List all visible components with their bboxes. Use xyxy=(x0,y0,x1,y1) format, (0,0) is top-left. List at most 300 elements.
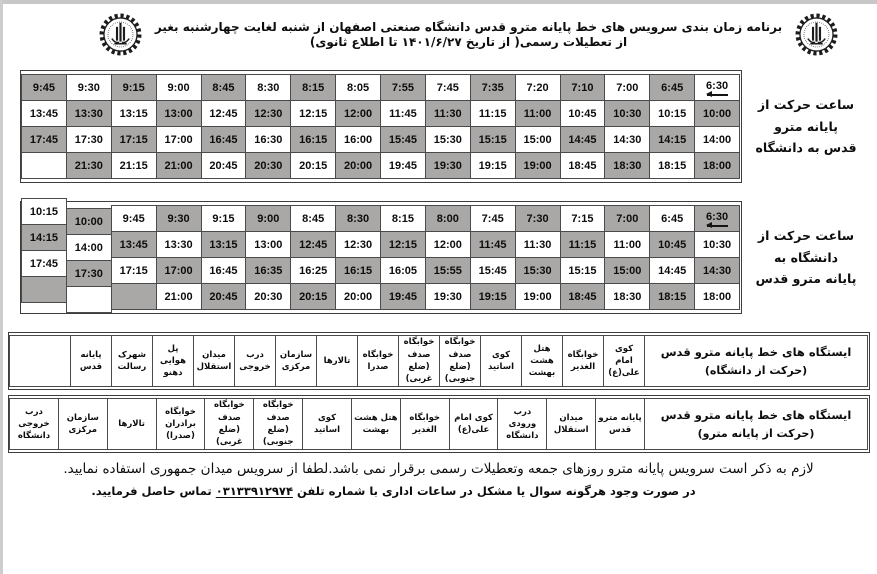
station-table-header-line: ایستگاه های خط پایانه مترو قدس xyxy=(660,408,852,422)
scan-edge-top xyxy=(0,0,877,4)
departure-time-cell xyxy=(649,100,695,127)
departure-time-cell xyxy=(111,152,157,179)
departure-time-cell xyxy=(649,152,695,179)
departure-time-cell xyxy=(560,100,606,127)
station-cell: تالارها xyxy=(107,398,157,450)
station-cell: شهرک رسالت xyxy=(111,335,153,387)
departure-time: 8:30 xyxy=(257,81,280,94)
departure-time: 20:30 xyxy=(254,159,283,172)
departure-time-cell xyxy=(66,126,112,153)
departure-time-cell xyxy=(111,74,157,101)
station-cell: خوابگاه صدرا xyxy=(357,335,399,387)
time-row xyxy=(22,127,740,153)
departure-time: 7:00 xyxy=(616,212,639,225)
departure-time: 14:15 xyxy=(658,133,687,146)
departure-time: 6:45 xyxy=(661,212,684,225)
departure-time: 10:15 xyxy=(658,107,687,120)
departure-time-cell xyxy=(694,257,740,284)
departure-time: 7:35 xyxy=(481,81,504,94)
departure-time-cell xyxy=(694,283,740,310)
departure-time: 12:00 xyxy=(433,238,462,251)
departure-time-cell xyxy=(21,224,67,251)
departure-time: 14:15 xyxy=(29,231,58,244)
departure-time: 9:00 xyxy=(257,212,280,225)
departure-time: 19:00 xyxy=(523,290,552,303)
departure-time-cell xyxy=(515,231,561,258)
departure-time-cell xyxy=(604,205,650,232)
departure-time-cell xyxy=(66,74,112,101)
departure-time: 21:15 xyxy=(119,159,148,172)
departure-time: 15:45 xyxy=(478,264,507,277)
departure-time-cell xyxy=(649,126,695,153)
departure-time: 11:00 xyxy=(613,238,642,251)
departure-time-cell xyxy=(649,205,695,232)
departure-time-cell xyxy=(66,152,112,179)
departure-time: 16:00 xyxy=(343,133,373,146)
station-cell: کوی امام علی(ع) xyxy=(449,398,499,450)
departure-time-cell xyxy=(335,126,381,153)
departure-time: 16:35 xyxy=(254,264,283,277)
timetable-metro-to-university xyxy=(20,70,870,183)
timetable-university-to-metro xyxy=(20,201,870,314)
departure-time: 17:15 xyxy=(119,133,148,146)
station-cell: درب خروجی دانشگاه xyxy=(9,398,59,450)
departure-time-cell xyxy=(604,283,650,310)
departure-time: 17:30 xyxy=(74,133,103,146)
departure-time-cell xyxy=(290,74,336,101)
departure-time-cell xyxy=(66,208,112,235)
station-list-from-metro xyxy=(8,395,870,453)
departure-time-cell xyxy=(335,152,381,179)
departure-time-cell xyxy=(560,205,606,232)
departure-time: 21:00 xyxy=(164,290,193,303)
departure-time: 16:45 xyxy=(209,133,238,146)
departure-time-cell xyxy=(201,205,247,232)
departure-time-cell xyxy=(245,74,291,101)
departure-time: 8:05 xyxy=(347,81,370,94)
departure-time: 7:15 xyxy=(571,212,594,225)
departure-time-cell xyxy=(425,257,471,284)
departure-time-cell xyxy=(111,100,157,127)
departure-time: 10:15 xyxy=(29,205,58,218)
departure-time: 19:30 xyxy=(433,290,462,303)
departure-time-cell xyxy=(156,126,202,153)
departure-time: 10:00 xyxy=(74,215,103,228)
departure-time: 8:15 xyxy=(302,81,325,94)
time-row xyxy=(22,258,740,284)
departure-time: 6:45 xyxy=(661,81,684,94)
departure-time: 18:15 xyxy=(658,290,687,303)
empty-cell xyxy=(9,335,71,387)
departure-time: 8:30 xyxy=(347,212,370,225)
departure-time-cell xyxy=(66,234,112,261)
departure-time-cell xyxy=(694,231,740,258)
departure-time: 16:05 xyxy=(388,264,417,277)
university-seal-icon xyxy=(794,12,839,57)
station-cell: میدان استقلال xyxy=(193,335,235,387)
timetable-label xyxy=(742,201,870,314)
departure-time-cell xyxy=(560,74,606,101)
departure-time: 12:15 xyxy=(388,238,417,251)
departure-time: 13:30 xyxy=(164,238,193,251)
departure-time: 6:30 xyxy=(706,79,729,92)
departure-time: 9:15 xyxy=(122,81,145,94)
departure-time: 19:15 xyxy=(478,159,507,172)
departure-time: 9:30 xyxy=(167,212,190,225)
departure-time: 15:00 xyxy=(523,133,552,146)
departure-time: 13:30 xyxy=(74,107,103,120)
departure-time: 9:45 xyxy=(32,81,55,94)
departure-time: 13:15 xyxy=(119,107,148,120)
departure-time-cell xyxy=(425,283,471,310)
departure-time: 14:45 xyxy=(658,264,687,277)
departure-time: 17:30 xyxy=(74,267,103,280)
departure-time: 8:45 xyxy=(302,212,325,225)
departure-time-cell xyxy=(201,152,247,179)
departure-time: 11:15 xyxy=(568,238,597,251)
departure-time-cell xyxy=(604,74,650,101)
departure-time-cell xyxy=(649,231,695,258)
departure-time: 10:30 xyxy=(702,238,732,251)
departure-time-cell xyxy=(156,100,202,127)
departure-time: 7:20 xyxy=(526,81,549,94)
departure-time-cell xyxy=(290,126,336,153)
station-cell: میدان استقلال xyxy=(546,398,596,450)
departure-time-cell xyxy=(380,283,426,310)
departure-time-cell xyxy=(380,205,426,232)
departure-time-cell xyxy=(470,74,516,101)
departure-time: 21:00 xyxy=(164,159,193,172)
departure-time-cell xyxy=(21,74,67,101)
departure-time: 15:00 xyxy=(613,264,642,277)
departure-time: 15:15 xyxy=(568,264,597,277)
station-cell: پایانه قدس xyxy=(70,335,112,387)
departure-time: 11:45 xyxy=(478,238,507,251)
footer-note-contact xyxy=(0,484,787,498)
departure-time-cell xyxy=(335,283,381,310)
departure-time: 18:00 xyxy=(702,159,732,172)
departure-time-cell xyxy=(335,205,381,232)
departure-time-cell xyxy=(694,205,740,232)
contact-text-suffix: تماس حاصل فرمایید. xyxy=(91,484,216,498)
departure-time: 15:30 xyxy=(523,264,552,277)
departure-time: 8:15 xyxy=(391,212,414,225)
departure-time: 20:15 xyxy=(299,290,328,303)
departure-time: 11:00 xyxy=(523,107,552,120)
departure-time-cell xyxy=(21,198,67,225)
departure-time-cell xyxy=(335,100,381,127)
departure-time-cell xyxy=(649,257,695,284)
departure-time-cell xyxy=(21,250,67,277)
station-cell: سازمان مرکزی xyxy=(275,335,317,387)
departure-time: 8:45 xyxy=(212,81,235,94)
departure-time: 11:15 xyxy=(478,107,507,120)
departure-time: 14:30 xyxy=(613,133,642,146)
departure-time-cell xyxy=(425,126,471,153)
departure-time: 16:30 xyxy=(254,133,283,146)
departure-time: 7:55 xyxy=(391,81,414,94)
departure-time: 19:30 xyxy=(433,159,462,172)
station-cell: کوی امام علی(ع) xyxy=(603,335,645,387)
departure-time: 14:00 xyxy=(702,133,732,146)
page-title: برنامه زمان بندی سرویس های خط پایانه مترو قدس دانشگاه صنعتی اصفهان از شنبه لغایت چهارشنبه بغیر از تعطیلات رسمی( از تاریخ ۱۴۰۱/۶/۲۷ تا اطلاع ثانوی) xyxy=(154,19,783,49)
departure-time: 19:00 xyxy=(523,159,552,172)
departure-time-cell xyxy=(111,126,157,153)
departure-time-cell xyxy=(470,283,516,310)
departure-time: 20:00 xyxy=(343,290,373,303)
departure-time-cell xyxy=(156,205,202,232)
departure-time: 11:45 xyxy=(389,107,417,120)
departure-time: 9:30 xyxy=(77,81,100,94)
station-table-header-line: (حرکت از پایانه مترو) xyxy=(697,427,815,440)
departure-time-cell xyxy=(470,257,516,284)
departure-time-cell xyxy=(604,100,650,127)
departure-time-cell xyxy=(515,126,561,153)
departure-time-cell xyxy=(425,100,471,127)
station-cell: خوابگاه الغدیر xyxy=(400,398,450,450)
departure-time-cell xyxy=(290,283,336,310)
empty-cell xyxy=(66,286,112,313)
departure-time: 19:45 xyxy=(388,159,417,172)
station-cell: سازمان مرکزی xyxy=(58,398,108,450)
timetable-label-line: قدس به دانشگاه xyxy=(755,140,857,156)
time-row xyxy=(22,74,740,101)
departure-time: 14:00 xyxy=(74,241,103,254)
departure-time-cell xyxy=(245,283,291,310)
departure-time: 7:45 xyxy=(481,212,504,225)
departure-time-cell xyxy=(66,260,112,287)
left-arrow-icon xyxy=(707,225,728,227)
departure-time: 7:30 xyxy=(526,212,549,225)
time-row xyxy=(22,284,740,310)
departure-time: 7:00 xyxy=(616,81,639,94)
timetable-label xyxy=(742,70,870,183)
departure-time: 10:30 xyxy=(613,107,642,120)
departure-time: 18:00 xyxy=(702,290,732,303)
departure-time-cell xyxy=(201,283,247,310)
departure-time: 8:00 xyxy=(436,212,459,225)
empty-cell xyxy=(21,276,67,303)
departure-time: 18:30 xyxy=(613,290,642,303)
departure-time-cell xyxy=(201,74,247,101)
left-arrow-icon xyxy=(707,94,728,96)
departure-time-cell xyxy=(21,100,67,127)
departure-time-cell xyxy=(515,257,561,284)
departure-time-cell xyxy=(604,231,650,258)
departure-time-cell xyxy=(156,152,202,179)
departure-time: 18:45 xyxy=(568,290,597,303)
time-row xyxy=(22,101,740,127)
departure-time: 15:30 xyxy=(433,133,462,146)
station-table-header-line: (حرکت از دانشگاه) xyxy=(704,364,808,377)
departure-time-cell xyxy=(245,152,291,179)
document-header xyxy=(0,0,877,57)
departure-time: 18:30 xyxy=(613,159,642,172)
departure-time-cell xyxy=(470,205,516,232)
departure-time-cell xyxy=(560,283,606,310)
departure-time: 18:45 xyxy=(568,159,597,172)
departure-time: 15:45 xyxy=(388,133,417,146)
departure-time-cell xyxy=(425,74,471,101)
departure-time: 20:45 xyxy=(209,159,238,172)
departure-time-cell xyxy=(66,100,112,127)
station-cell: خوابگاه صدف (ضلع جنوبی) xyxy=(439,335,481,387)
station-cell: درب ورودی دانشگاه xyxy=(497,398,547,450)
departure-time: 6:30 xyxy=(706,210,729,223)
timetable-label-line: ساعت حرکت از پایانه مترو xyxy=(757,96,855,134)
departure-time-cell xyxy=(470,100,516,127)
station-cell: تالارها xyxy=(316,335,358,387)
station-table-header xyxy=(644,335,868,387)
departure-time: 10:00 xyxy=(702,107,732,120)
station-list-from-university xyxy=(8,332,870,390)
departure-time: 12:15 xyxy=(299,107,328,120)
departure-time-cell xyxy=(245,205,291,232)
timetable-label-line: ساعت حرکت از دانشگاه به xyxy=(757,227,855,265)
station-cell: هتل هشت بهشت xyxy=(351,398,401,450)
footer-note-service-days: لازم به ذکر است سرویس پایانه مترو روزهای جمعه وتعطیلات رسمی برقرار نمی باشد.لطفا از سرویس میدان جمهوری استفاده نمایید. xyxy=(63,461,814,477)
departure-time: 10:45 xyxy=(568,107,597,120)
station-cell: کوی اساتید xyxy=(480,335,522,387)
departure-time: 7:10 xyxy=(571,81,594,94)
time-grid xyxy=(22,74,740,179)
departure-time-cell xyxy=(335,257,381,284)
departure-time: 16:45 xyxy=(209,264,238,277)
departure-time-cell xyxy=(649,283,695,310)
departure-time-cell xyxy=(111,257,157,284)
departure-time-cell xyxy=(470,152,516,179)
time-grid xyxy=(22,205,740,310)
departure-time: 9:45 xyxy=(122,212,145,225)
departure-time-cell xyxy=(201,231,247,258)
departure-time-cell xyxy=(560,231,606,258)
departure-time-cell xyxy=(515,205,561,232)
departure-time-cell xyxy=(694,74,740,101)
time-row xyxy=(22,205,740,232)
departure-time-cell xyxy=(335,231,381,258)
departure-time: 15:55 xyxy=(433,264,462,277)
departure-time-cell xyxy=(425,152,471,179)
departure-time-cell xyxy=(380,231,426,258)
departure-time: 12:00 xyxy=(343,107,373,120)
departure-time-cell xyxy=(156,74,202,101)
departure-time-cell xyxy=(515,283,561,310)
departure-time-cell xyxy=(201,126,247,153)
departure-time: 9:00 xyxy=(167,81,190,94)
departure-time: 14:30 xyxy=(702,264,732,277)
station-cell: خوابگاه صدف (ضلع غربی) xyxy=(204,398,254,450)
station-cell: خوابگاه صدف (ضلع غربی) xyxy=(398,335,440,387)
departure-time-cell xyxy=(156,257,202,284)
departure-time: 12:30 xyxy=(343,238,373,251)
station-cell: پل هوایی دهنو xyxy=(152,335,194,387)
departure-time-cell xyxy=(201,257,247,284)
scan-edge-left xyxy=(0,0,3,574)
departure-time-cell xyxy=(245,231,291,258)
departure-time: 20:45 xyxy=(209,290,238,303)
station-cell: پایانه مترو قدس xyxy=(595,398,645,450)
station-cell: کوی اساتید xyxy=(302,398,352,450)
station-table-header-line: ایستگاه های خط پایانه مترو قدس xyxy=(660,345,852,359)
departure-time-cell xyxy=(290,231,336,258)
departure-time: 16:15 xyxy=(299,133,328,146)
station-cell: خوابگاه صدف (ضلع جنوبی) xyxy=(253,398,303,450)
departure-time: 17:00 xyxy=(164,133,193,146)
departure-time: 20:15 xyxy=(299,159,328,172)
departure-time-cell xyxy=(515,100,561,127)
departure-time-cell xyxy=(380,126,426,153)
departure-time: 13:00 xyxy=(164,107,193,120)
departure-time-cell xyxy=(470,231,516,258)
departure-time-cell xyxy=(604,152,650,179)
departure-time-cell xyxy=(604,126,650,153)
departure-time-cell xyxy=(111,231,157,258)
departure-time: 17:00 xyxy=(164,264,193,277)
departure-time: 16:15 xyxy=(343,264,373,277)
departure-time-cell xyxy=(470,126,516,153)
station-table-header xyxy=(644,398,868,450)
departure-time: 13:15 xyxy=(209,238,238,251)
departure-time-cell xyxy=(290,205,336,232)
departure-time: 19:45 xyxy=(388,290,417,303)
departure-time-cell xyxy=(111,205,157,232)
departure-time-cell xyxy=(560,152,606,179)
departure-time-cell xyxy=(604,257,650,284)
departure-time-cell xyxy=(425,205,471,232)
departure-time-cell xyxy=(425,231,471,258)
station-cell: هتل هشت بهشت xyxy=(521,335,563,387)
departure-time: 20:30 xyxy=(254,290,283,303)
departure-time-cell xyxy=(245,100,291,127)
departure-time-cell xyxy=(290,152,336,179)
departure-time-cell xyxy=(380,74,426,101)
departure-time-cell xyxy=(245,257,291,284)
departure-time: 10:45 xyxy=(658,238,687,251)
departure-time-cell xyxy=(515,74,561,101)
timetable-label-line: پایانه مترو قدس xyxy=(755,271,857,287)
time-row xyxy=(22,153,740,179)
departure-time-cell xyxy=(694,126,740,153)
departure-time-cell xyxy=(649,74,695,101)
departure-time-cell xyxy=(156,231,202,258)
departure-time: 7:45 xyxy=(436,81,459,94)
departure-time: 18:15 xyxy=(658,159,687,172)
departure-time: 12:45 xyxy=(209,107,238,120)
departure-time-cell xyxy=(290,100,336,127)
departure-time-cell xyxy=(380,257,426,284)
departure-time-cell xyxy=(515,152,561,179)
departure-time: 17:45 xyxy=(29,133,58,146)
departure-time: 17:15 xyxy=(119,264,148,277)
departure-time-cell xyxy=(560,126,606,153)
departure-time: 16:25 xyxy=(299,264,328,277)
departure-time-cell xyxy=(694,152,740,179)
departure-time: 21:30 xyxy=(74,159,103,172)
empty-cell xyxy=(111,283,157,310)
departure-time: 13:45 xyxy=(29,107,58,120)
departure-time: 20:00 xyxy=(343,159,373,172)
departure-time: 14:45 xyxy=(568,133,597,146)
departure-time-cell xyxy=(201,100,247,127)
station-cell: خوابگاه الغدیر xyxy=(562,335,604,387)
departure-time-cell xyxy=(156,283,202,310)
departure-time: 9:15 xyxy=(212,212,235,225)
departure-time-cell xyxy=(290,257,336,284)
departure-time: 12:45 xyxy=(299,238,328,251)
departure-time: 19:15 xyxy=(478,290,507,303)
departure-time-cell xyxy=(694,100,740,127)
phone-number: ۰۳۱۳۳۹۱۲۹۷۴ xyxy=(215,484,293,498)
